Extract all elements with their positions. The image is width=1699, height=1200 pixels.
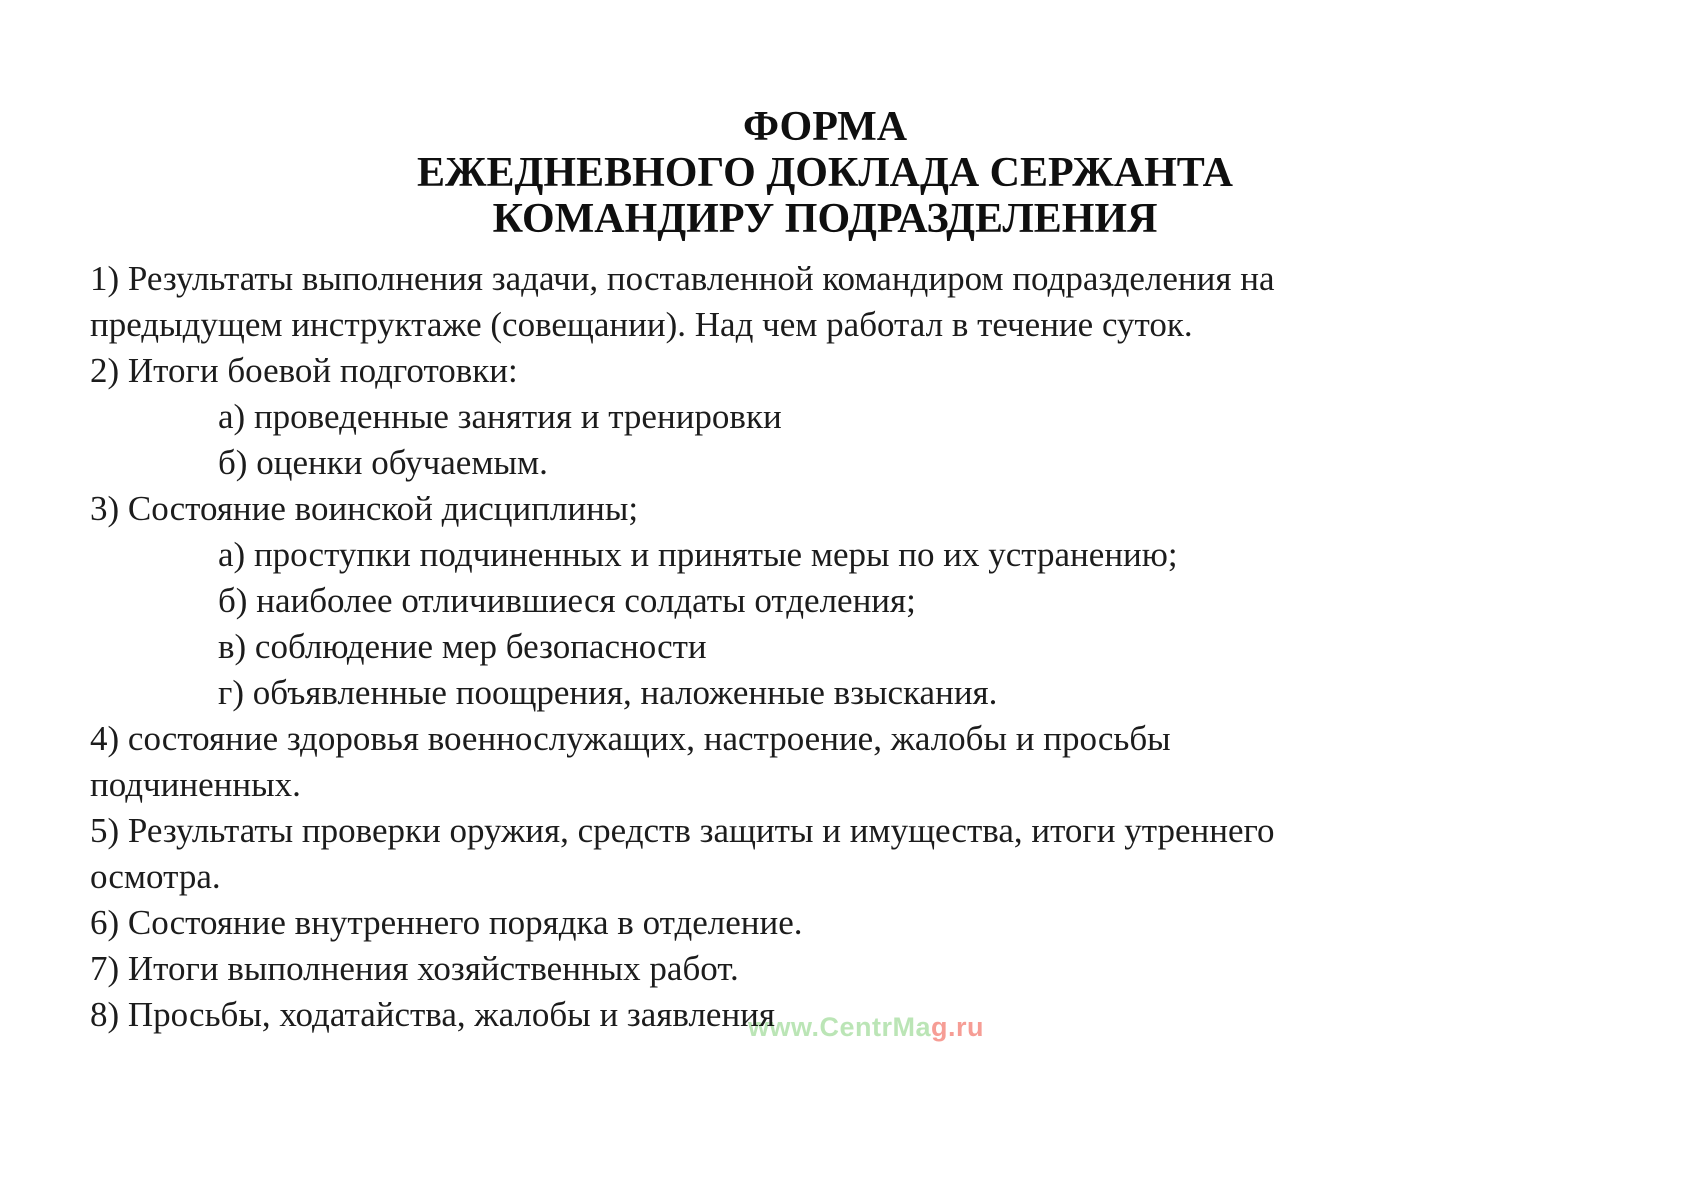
report-line: б) оценки обучаемым. (218, 443, 548, 482)
watermark-red: g.ru (931, 1012, 985, 1042)
report-line: 7) Итоги выполнения хозяйственных работ. (90, 949, 739, 988)
report-line: а) проступки подчиненных и принятые меры по их устранению; (218, 535, 1178, 574)
watermark (748, 1012, 984, 1043)
title-line: КОМАНДИРУ ПОДРАЗДЕЛЕНИЯ (492, 196, 1158, 242)
report-line: 6) Состояние внутреннего порядка в отделение. (90, 903, 803, 942)
report-line: 5) Результаты проверки оружия, средств защиты и имущества, итоги утреннего (90, 811, 1275, 850)
report-line: а) проведенные занятия и тренировки (218, 397, 782, 436)
report-line: 3) Состояние воинской дисциплины; (90, 489, 639, 528)
report-body (90, 256, 1590, 1038)
report-line: предыдущем инструктаже (совещании). Над чем работал в течение суток. (90, 305, 1193, 344)
report-line: подчиненных. (90, 765, 301, 804)
report-line: 2) Итоги боевой подготовки: (90, 351, 518, 390)
report-line: 8) Просьбы, ходатайства, жалобы и заявления (90, 995, 776, 1034)
report-line: г) объявленные поощрения, наложенные взыскания. (218, 673, 998, 712)
report-line: б) наиболее отличившиеся солдаты отделения; (218, 581, 916, 620)
report-line: 1) Результаты выполнения задачи, поставленной командиром подразделения на (90, 259, 1275, 298)
report-line: в) соблюдение мер безопасности (218, 627, 707, 666)
report-line: осмотра. (90, 857, 221, 896)
document-title (90, 104, 1560, 242)
watermark-green: www.CentrMa (748, 1012, 932, 1042)
title-line: ЕЖЕДНЕВНОГО ДОКЛАДА СЕРЖАНТА (416, 150, 1233, 196)
title-line: ФОРМА (742, 104, 908, 150)
report-line: 4) состояние здоровья военнослужащих, настроение, жалобы и просьбы (90, 719, 1171, 758)
